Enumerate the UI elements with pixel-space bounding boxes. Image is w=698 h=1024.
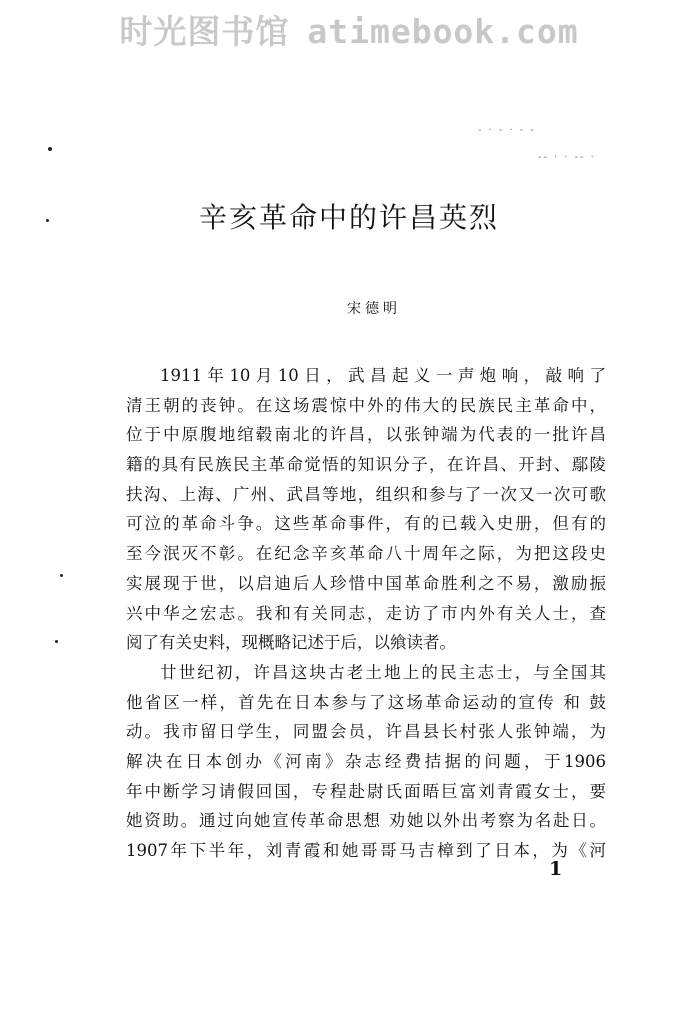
text-line: 她资助。通过向她宣传革命思想 劝她以外出考察为名赴日。	[126, 811, 606, 831]
text-line: 位于中原腹地绾毂南北的许昌，以张钟端为代表的一批许昌	[126, 425, 606, 445]
scan-speck	[48, 147, 52, 151]
watermark-site-name: 时光图书馆	[119, 12, 290, 51]
watermark	[0, 6, 698, 53]
scan-speck	[60, 574, 63, 577]
text-line: 可泣的革命斗争。这些革命事件，有的已载入史册，但有的	[126, 514, 606, 534]
text-line: 兴中华之宏志。我和有关同志，走访了市内外有关人士，查	[126, 603, 606, 623]
text-line: 清王朝的丧钟。在这场震惊中外的伟大的民族民主革命中，	[126, 395, 606, 415]
scan-dash-marks: - · - · - -	[478, 125, 536, 136]
text-line: 他省区一样，首先在日本参与了这场革命运动的宣传 和 鼓	[126, 692, 606, 712]
article-author: 宋德明	[347, 301, 401, 317]
watermark-url: atimebook.com	[307, 12, 579, 51]
text-line: 至今泯灭不彰。在纪念辛亥革命八十周年之际，为把这段史	[126, 544, 606, 564]
text-line: 阅了有关史料，现概略记述于后，以飨读者。	[126, 633, 456, 653]
text-line: 实展现于世，以启迪后人珍惜中国革命胜利之不易，激励振	[126, 573, 606, 593]
scan-speck	[55, 640, 58, 643]
text-line: 年中断学习请假回国，专程赴尉氏面晤巨富刘青霞女士，要	[126, 781, 606, 801]
article-title: 辛亥革命中的许昌英烈	[198, 201, 499, 234]
text-line: 解决在日本创办《河南》杂志经费拮据的问题，于1906	[126, 751, 606, 771]
text-line: 扶沟、上海、广州、武昌等地，组织和参与了一次又一次可歌	[126, 484, 606, 504]
text-line: 廿世纪初，许昌这块古老土地上的民主志士，与全国其	[160, 662, 606, 682]
scan-dash-marks: -- · · -- ·	[538, 152, 596, 163]
text-line: 籍的具有民族民主革命觉悟的知识分子，在许昌、开封、鄢陵	[126, 455, 606, 475]
text-line: 动。我市留日学生，同盟会员，许昌县长村张人张钟端，为	[126, 722, 606, 742]
page-number: 1	[549, 858, 563, 880]
text-line: 1907年下半年，刘青霞和她哥哥马吉樟到了日本，为《河	[126, 841, 606, 860]
text-line: 1911年10月10日，武昌起义一声炮响，敲响了	[160, 366, 606, 385]
article-body	[126, 361, 606, 866]
